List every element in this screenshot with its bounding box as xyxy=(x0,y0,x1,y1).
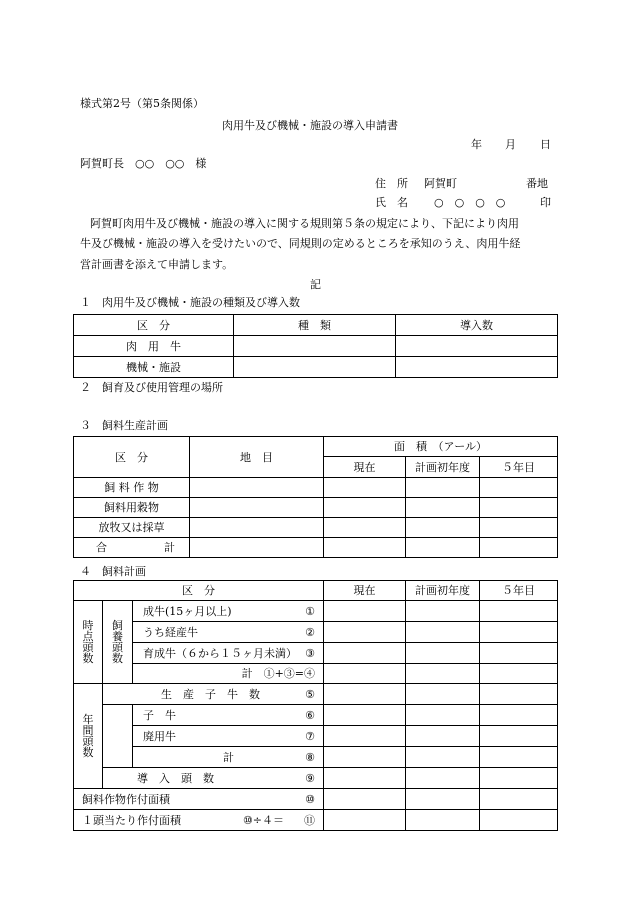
s4-row-3 xyxy=(133,643,324,664)
s4-cell[interactable] xyxy=(480,705,558,726)
date-year: 年 xyxy=(471,138,482,151)
s4-cell[interactable] xyxy=(324,622,406,643)
s4-row-2-num: ② xyxy=(305,625,316,639)
s4-header-genzai: 現在 xyxy=(324,581,406,601)
date-month: 月 xyxy=(505,138,516,151)
s3-cell[interactable] xyxy=(480,538,558,558)
s3-header-chimoku: 地 目 xyxy=(190,437,324,478)
s4-row-6-label: 子 牛 xyxy=(143,708,176,722)
s4-shiyou-1: 養 xyxy=(112,630,123,643)
s4-row-2 xyxy=(133,622,324,643)
s1-row-kikai: 機械・施設 xyxy=(74,357,234,378)
s4-cell[interactable] xyxy=(480,601,558,622)
s4-shiyou-2: 頭 xyxy=(112,641,123,654)
s3-header-menseki: 面 積 （アール） xyxy=(324,437,558,457)
s4-row-7-label: 廃用牛 xyxy=(143,729,176,743)
s4-cell[interactable] xyxy=(406,622,480,643)
s3-cell[interactable] xyxy=(480,478,558,498)
s3-row-total xyxy=(74,538,190,558)
s4-cell[interactable] xyxy=(406,684,480,705)
s4-row-3-label: 育成牛（６から１５ヶ月未満） xyxy=(143,646,297,660)
s4-row-10-num: ⑩ xyxy=(305,792,316,806)
s4-cell[interactable] xyxy=(406,747,480,768)
s4-row-8-num: ⑧ xyxy=(305,750,316,764)
s3-cell[interactable] xyxy=(406,538,480,558)
section3-heading: ３ 飼料生産計画 xyxy=(80,419,168,432)
s4-nenkan-3: 数 xyxy=(82,746,94,759)
s4-cell[interactable] xyxy=(406,643,480,664)
s4-row-4 xyxy=(133,664,324,684)
s3-cell[interactable] xyxy=(190,538,324,558)
body-line-1: 阿賀町肉用牛及び機械・施設の導入に関する規則第５条の規定により、下記により肉用 xyxy=(90,217,519,230)
s4-row-9 xyxy=(103,768,324,789)
s4-row-7 xyxy=(133,726,324,747)
seal-mark: 印 xyxy=(540,196,551,209)
s4-cell[interactable] xyxy=(324,705,406,726)
s1-header-shurui: 種 類 xyxy=(234,315,396,336)
s4-row-8-label: 計 xyxy=(223,750,234,764)
s4-row-10-label: 飼料作物作付面積 xyxy=(82,792,170,806)
s3-cell[interactable] xyxy=(324,538,406,558)
s1-cell-shurui-2[interactable] xyxy=(234,357,396,378)
s4-cell[interactable] xyxy=(480,664,558,684)
s4-cell[interactable] xyxy=(480,789,558,810)
s3-cell[interactable] xyxy=(480,518,558,538)
ki-marker: 記 xyxy=(310,278,321,291)
date-day: 日 xyxy=(540,138,551,151)
section1-heading: １ 肉用牛及び機械・施設の種類及び導入数 xyxy=(80,296,300,309)
name-label: 氏 名 xyxy=(375,196,408,209)
s3-header-genzai: 現在 xyxy=(324,457,406,478)
body-line-3: 営計画書を添えて申請します。 xyxy=(80,258,234,271)
s4-row-1-label: 成牛(15ヶ月以上) xyxy=(143,604,232,618)
s4-row-1 xyxy=(133,601,324,622)
s4-header-gonen: ５年目 xyxy=(480,581,558,601)
s4-row-6-num: ⑥ xyxy=(305,708,316,722)
s4-row-11 xyxy=(74,810,324,831)
s1-row-nikuyougyu: 肉 用 牛 xyxy=(74,336,234,357)
s4-row-8 xyxy=(133,747,324,768)
s4-shiyou-3: 数 xyxy=(112,652,123,665)
s4-nenkan-blank xyxy=(103,705,133,768)
s4-cell[interactable] xyxy=(480,810,558,831)
s1-header-kubun: 区 分 xyxy=(74,315,234,336)
s4-cell[interactable] xyxy=(406,664,480,684)
s3-cell[interactable] xyxy=(324,478,406,498)
s4-cell[interactable] xyxy=(480,643,558,664)
s4-row-3-num: ③ xyxy=(305,646,316,660)
s4-row-5-label: 生 産 子 牛 数 xyxy=(161,687,260,701)
s4-header-kubun: 区 分 xyxy=(74,581,324,601)
s4-cell[interactable] xyxy=(324,789,406,810)
address-town: 阿賀町 xyxy=(424,177,457,190)
s3-cell[interactable] xyxy=(324,518,406,538)
s3-total-a: 合 xyxy=(96,541,107,554)
address-suffix: 番地 xyxy=(526,177,548,190)
s3-cell[interactable] xyxy=(190,478,324,498)
name-placeholder-marks: ○ ○ ○ ○ xyxy=(434,196,506,209)
s4-jiten-label xyxy=(74,601,103,684)
s4-cell[interactable] xyxy=(480,726,558,747)
s3-row-1: 飼 料 作 物 xyxy=(74,478,190,498)
s4-cell[interactable] xyxy=(324,768,406,789)
s3-cell[interactable] xyxy=(406,498,480,518)
s3-row-3: 放牧又は採草 xyxy=(74,518,190,538)
s4-cell[interactable] xyxy=(324,643,406,664)
s4-jiten-0: 時 xyxy=(82,619,94,632)
addressee: 阿賀町長 ○○ ○○ 様 xyxy=(80,157,207,170)
section4-heading: ４ 飼料計画 xyxy=(80,565,146,578)
s4-row-9-num: ⑨ xyxy=(305,771,316,785)
section4-table xyxy=(73,580,558,831)
s4-cell[interactable] xyxy=(406,768,480,789)
s4-row-2-label: うち経産牛 xyxy=(143,625,198,639)
section1-table xyxy=(73,314,558,378)
s1-cell-shurui-1[interactable] xyxy=(234,336,396,357)
s3-header-gonen: ５年目 xyxy=(480,457,558,478)
s4-cell[interactable] xyxy=(406,810,480,831)
s4-row-7-num: ⑦ xyxy=(305,729,316,743)
s4-cell[interactable] xyxy=(324,810,406,831)
s4-row-11-num: ⑪ xyxy=(304,813,316,827)
s4-row-11-label: １頭当たり作付面積 xyxy=(82,813,181,827)
s4-row-1-num: ① xyxy=(305,604,316,618)
s3-cell[interactable] xyxy=(406,478,480,498)
s1-cell-dounyuusu-2[interactable] xyxy=(396,357,558,378)
address-label: 住 所 xyxy=(375,177,408,190)
s3-header-shoki: 計画初年度 xyxy=(406,457,480,478)
s4-cell[interactable] xyxy=(406,601,480,622)
s4-cell[interactable] xyxy=(480,622,558,643)
s4-cell[interactable] xyxy=(480,747,558,768)
s4-cell[interactable] xyxy=(324,684,406,705)
s3-cell[interactable] xyxy=(406,518,480,538)
s4-row-10 xyxy=(74,789,324,810)
body-line-2: 牛及び機械・施設の導入を受けたいので、同規則の定めるところを承知のうえ、肉用牛経 xyxy=(80,237,521,250)
s4-shiyou-0: 飼 xyxy=(112,619,123,632)
s4-jiten-3: 数 xyxy=(82,652,94,665)
s4-jiten-1: 点 xyxy=(82,630,94,643)
s4-row-5 xyxy=(103,684,324,705)
s3-cell[interactable] xyxy=(324,498,406,518)
s3-cell[interactable] xyxy=(190,518,324,538)
s4-nenkan-2: 頭 xyxy=(82,735,94,748)
form-number: 様式第2号（第5条関係） xyxy=(80,97,204,110)
s4-row-4-label: 計 ①+③=④ xyxy=(241,667,316,680)
document-title: 肉用牛及び機械・施設の導入申請書 xyxy=(222,119,398,132)
s4-cell[interactable] xyxy=(324,747,406,768)
s1-header-dounyuusu: 導入数 xyxy=(396,315,558,336)
s4-row-9-label: 導 入 頭 数 xyxy=(137,771,214,785)
s4-nenkan-label xyxy=(74,684,103,789)
s4-cell[interactable] xyxy=(406,705,480,726)
s3-header-kubun: 区 分 xyxy=(74,437,190,478)
section2-heading: ２ 飼育及び使用管理の場所 xyxy=(80,381,223,394)
s4-row-11-calc: ⑩÷４＝ xyxy=(242,813,285,827)
s4-shiyou-label xyxy=(103,601,133,684)
s4-row-6 xyxy=(133,705,324,726)
s4-jiten-2: 頭 xyxy=(82,641,94,654)
s4-nenkan-0: 年 xyxy=(82,713,94,726)
s4-cell[interactable] xyxy=(324,601,406,622)
s4-cell[interactable] xyxy=(406,789,480,810)
s4-nenkan-1: 間 xyxy=(82,724,94,737)
s4-cell[interactable] xyxy=(480,768,558,789)
s4-cell[interactable] xyxy=(324,726,406,747)
s3-cell[interactable] xyxy=(480,498,558,518)
s4-cell[interactable] xyxy=(480,684,558,705)
s4-cell[interactable] xyxy=(406,726,480,747)
s3-cell[interactable] xyxy=(190,498,324,518)
s4-cell[interactable] xyxy=(324,664,406,684)
s3-row-2: 飼料用穀物 xyxy=(74,498,190,518)
s4-header-shoki: 計画初年度 xyxy=(406,581,480,601)
section3-table xyxy=(73,436,558,558)
s1-cell-dounyuusu-1[interactable] xyxy=(396,336,558,357)
s3-total-b: 計 xyxy=(164,541,175,554)
s4-row-5-num: ⑤ xyxy=(305,687,316,701)
